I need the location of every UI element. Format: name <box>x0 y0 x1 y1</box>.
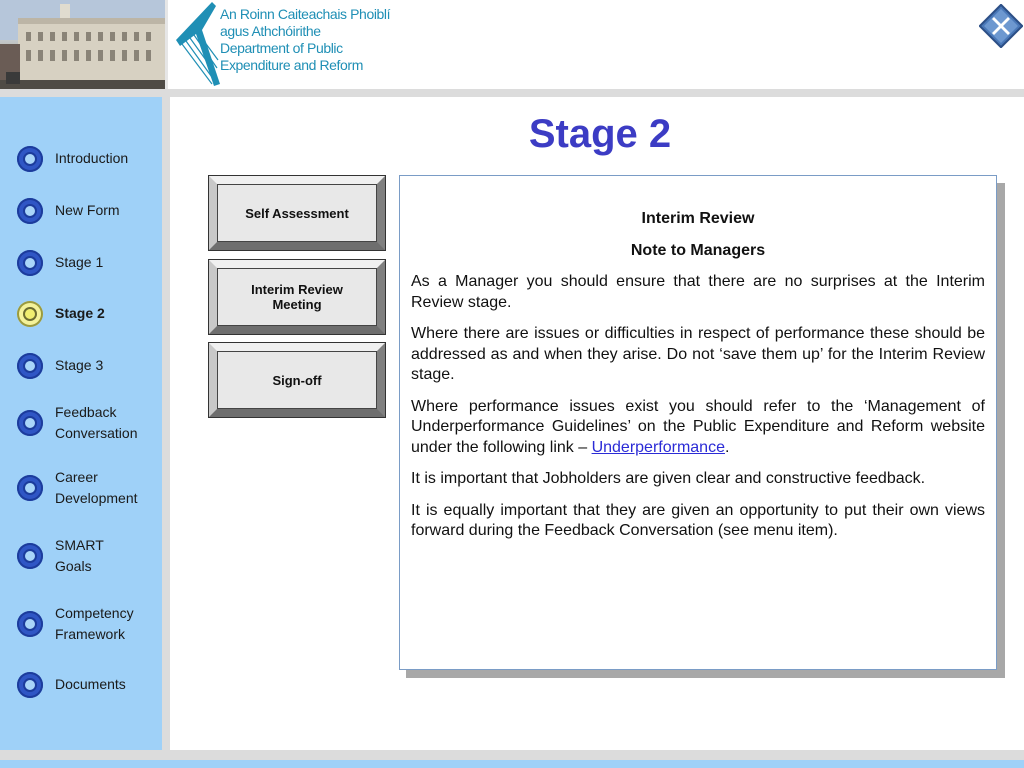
department-name <box>220 6 410 74</box>
header <box>0 0 1024 95</box>
close-button[interactable] <box>979 4 1023 48</box>
interim-review-meeting-button[interactable] <box>208 259 386 335</box>
panel-heading: Interim Review <box>641 210 755 227</box>
radio-bullet-icon <box>17 543 43 569</box>
sidebar-item-stage-3[interactable] <box>0 344 162 388</box>
sidebar-item-label: SMART Goals <box>55 537 104 574</box>
logo-line-irish-2: agus Athchóirithe <box>220 23 321 39</box>
radio-bullet-icon <box>17 301 43 327</box>
sidebar-item-introduction[interactable] <box>0 137 162 181</box>
radio-bullet-icon <box>17 410 43 436</box>
sidebar-item-smart-goals[interactable] <box>0 534 162 578</box>
sidebar-item-label: Feedback Conversation <box>55 404 138 441</box>
sidebar-item-label: Competency Framework <box>55 605 134 642</box>
sidebar-item-label: Stage 1 <box>55 254 104 270</box>
sidebar-item-label: Career Development <box>55 469 138 506</box>
panel-paragraph-5: It is equally important that they are given an opportunity to put their own views forward during the Feedback Conversation (see menu item). <box>411 501 985 539</box>
sidebar-item-stage-1[interactable] <box>0 241 162 285</box>
logo-line-english-1: Department of Public <box>220 40 343 56</box>
sidebar <box>0 97 162 750</box>
paragraph-3-text: Where performance issues exist you should refer to the ‘Management of Underperformance Guidelines’ on the Public Expenditure and Reform website under the following link – <box>411 397 985 456</box>
close-x-icon <box>979 4 1023 48</box>
self-assessment-label: Self Assessment <box>245 205 349 221</box>
sidebar-item-stage-2[interactable] <box>0 292 162 336</box>
panel-paragraph-2: Where there are issues or difficulties in respect of performance these should be addressed as and when they arise. Do not ‘save them up’ for the Interim Review stage. <box>411 325 985 383</box>
sign-off-button[interactable] <box>208 342 386 418</box>
sidebar-divider <box>162 97 170 750</box>
panel-paragraph-4: It is important that Jobholders are given clear and constructive feedback. <box>411 470 926 487</box>
radio-bullet-icon <box>17 611 43 637</box>
radio-bullet-icon <box>17 353 43 379</box>
sidebar-item-competency-framework[interactable] <box>0 602 162 646</box>
page-title: Stage 2 <box>528 112 672 156</box>
sidebar-item-documents[interactable] <box>0 663 162 707</box>
sidebar-item-label: Stage 2 <box>55 305 105 321</box>
header-bar <box>0 89 1024 97</box>
sidebar-item-career-development[interactable] <box>0 466 162 510</box>
sidebar-item-label: New Form <box>55 202 120 218</box>
content-panel <box>399 175 997 670</box>
footer-divider <box>0 750 1024 760</box>
sidebar-item-feedback-conversation[interactable] <box>0 401 162 445</box>
header-divider <box>165 0 168 92</box>
footer-bar <box>0 760 1024 768</box>
logo-line-irish-1: An Roinn Caiteachais Phoiblí <box>220 6 391 22</box>
sidebar-item-new-form[interactable] <box>0 189 162 233</box>
logo-line-english-2: Expenditure and Reform <box>220 57 363 73</box>
sidebar-item-label: Documents <box>55 676 126 692</box>
sidebar-item-label: Stage 3 <box>55 357 104 373</box>
radio-bullet-icon <box>17 146 43 172</box>
sign-off-label: Sign-off <box>272 372 322 388</box>
self-assessment-button[interactable] <box>208 175 386 251</box>
radio-bullet-icon <box>17 475 43 501</box>
panel-paragraph-1: As a Manager you should ensure that there are no surprises at the Interim Review stage. <box>411 273 985 311</box>
paragraph-3-end: . <box>724 438 730 456</box>
radio-bullet-icon <box>17 672 43 698</box>
building-photo <box>0 0 165 92</box>
underperformance-link[interactable]: Underperformance <box>591 438 725 456</box>
radio-bullet-icon <box>17 250 43 276</box>
radio-bullet-icon <box>17 198 43 224</box>
sidebar-item-label: Introduction <box>55 150 129 166</box>
panel-paragraph-3 <box>411 397 985 459</box>
panel-subheading: Note to Managers <box>630 241 766 259</box>
interim-review-meeting-label: Interim Review Meeting <box>251 282 343 312</box>
